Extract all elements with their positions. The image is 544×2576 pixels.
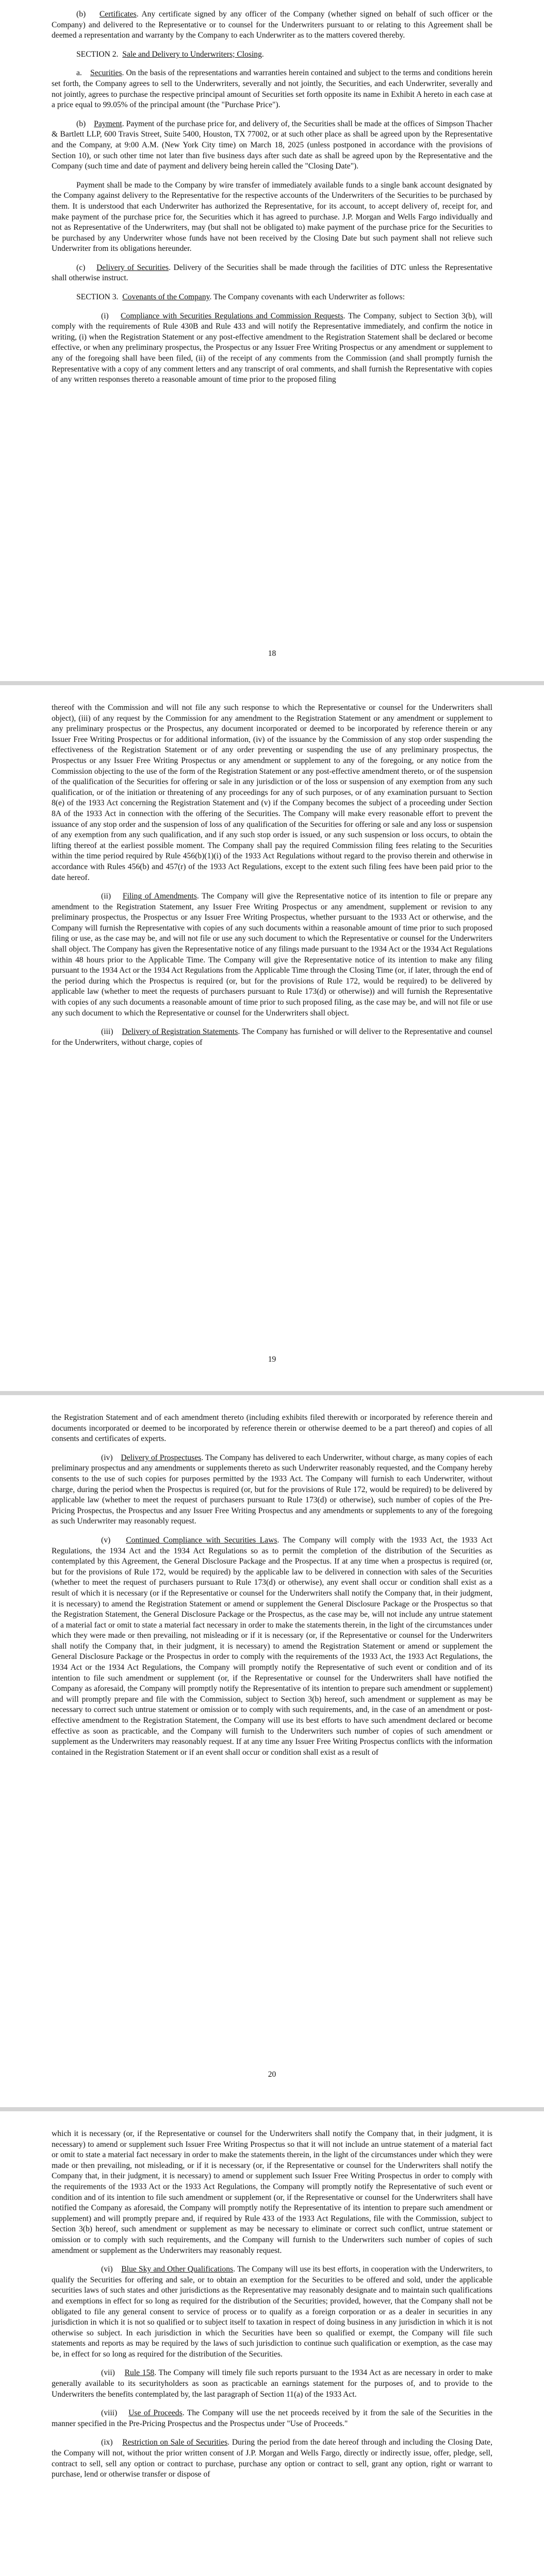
section-3-heading: SECTION 3. Covenants of the Company. The Company covenants with each Underwriter as follows: — [76, 293, 405, 302]
paragraph-use-of-proceeds: (viii) Use of Proceeds. The Company will use the net proceeds received by it from the sale of the Securities in the manner specified in the Pre-Pricing Prospectus and the Prospectus under "Use of Proceeds." — [52, 2409, 492, 2428]
page-21-content — [52, 2129, 492, 2488]
document-page-19 — [0, 685, 544, 1391]
paragraph-delivery-of-registration-statements: (iii) Delivery of Registration Statements. The Company has furnished or will deliver to the Representative and counsel for the Underwriters, without charge, copies of — [52, 1027, 492, 1047]
paragraph-payment: (b) Payment. Payment of the purchase price for, and delivery of, the Securities shall be made at the offices of Simpson Thacher & Bartlett LLP, 600 Travis Street, Suite 5400, Houston, TX 77002, or at such other place as shall be agreed upon by the Representative and the Company, at 9:00 A.M. (New York City time) on March 18, 2025 (unless postponed in accordance with the provisions of Section 10), or such other time not later than five business days after such date as shall be agreed upon by the Representative and the Company (such time and date of payment and delivery being herein called the "Closing Date"). — [52, 119, 492, 171]
document-page-21 — [0, 2111, 544, 2576]
paragraph-payment-wire: Payment shall be made to the Company by wire transfer of immediately available funds to a single bank account designated by the Company against delivery to the Representative for the respective accounts of the Underwriters of the Securities to be purchased by them. It is understood that each Underwriter has authorized the Representative, for its account, to accept delivery of, receipt for, and make payment of the purchase price for, the Securities which it has agreed to purchase. J.P. Morgan and Wells Fargo individually and not as Representative of the Underwriters, may (but shall not be obligated to) make payment of the purchase price for the Securities to be purchased by any Underwriter whose funds have not been received by the Closing Date but such payment shall not relieve such Underwriter from its obligations hereunder. — [52, 180, 492, 253]
paragraph-compliance: (i) Compliance with Securities Regulations and Commission Requests. The Company, subject to Section 3(b), will comply with the requirements of Rule 430B and Rule 433 and will notify the Representative immediately, and confirm the notice in writing, (i) when the Registration Statement or any post-effective amendment to the Registration Statement shall be declared or become effective, or when any preliminary prospectus, the Prospectus or any Issuer Free Writing Prospectus or any amendment or supplement to any of the foregoing shall have been filed, (ii) of the receipt of any comments from the Commission (and shall promptly furnish the Representative with a copy of any comment letters and any transcript of oral comments, and shall furnish the Representative with copies of any written responses thereto a reasonable amount of time prior to the proposed filing — [52, 311, 492, 384]
page-separator — [0, 681, 544, 685]
paragraph-blue-sky: (vi) Blue Sky and Other Qualifications. The Company will use its best efforts, in cooperation with the Underwriters, to qualify the Securities for offering and sale, or to obtain an exemption for the Securities to be offered and sold, under the applicable securities laws of such states and other jurisdictions as the Representative may reasonably designate and to maintain such qualifications and exemptions in effect for so long as required for the distribution of the Securities; provided, however, that the Company shall not be obligated to file any general consent to service of process or to qualify as a foreign corporation or as a dealer in securities in any jurisdiction in which it is not so qualified or to subject itself to taxation in respect of doing business in any jurisdiction in which it is not otherwise so subject. In each jurisdiction in which the Securities have been so qualified or exempt, the Company will file such statements and reports as may be required by the laws of such jurisdiction to continue such qualification or exemption, as the case may be, in effect for so long as required for the distribution of the Securities. — [52, 2265, 493, 2359]
page-separator — [0, 2107, 544, 2111]
paragraph-certificates: (b) Certificates. Any certificate signed by any officer of the Company (whether signed on behalf of such officer or the Company) and delivered to the Representative or to counsel for the Underwriters pursuant to or relating to this Agreement shall be deemed a representation and warranty by the Company to each Underwriter as to the matters covered thereby. — [52, 10, 492, 40]
paragraph-continuation: thereof with the Commission and will not file any such response to which the Representative or counsel for the Underwriters shall object), (iii) of any request by the Commission for any amendment to the Registration Statement or any amendment or supplement to any preliminary prospectus or the Prospectus, any document incorporated or deemed to be incorporated by reference therein or any Issuer Free Writing Prospectus or for additional information, (iv) of the issuance by the Commission of any stop order suspending the effectiveness of the Registration Statement or of any order preventing or suspending the use of any preliminary prospectus, the Prospectus or any Issuer Free Writing Prospectus or any amendment or supplement to any of the foregoing, or any notice from the Commission objecting to the use of the form of the Registration Statement or any post-effective amendment thereto, or of the suspension of the qualification of the Securities for offering or sale in any jurisdiction or of the loss or suspension of any exemption from any such qualification, or of the initiation or threatening of any proceedings for any of such purposes, or of any examination pursuant to Section 8(e) of the 1933 Act concerning the Registration Statement and (v) if the Company becomes the subject of a proceeding under Section 8A of the 1933 Act in connection with the offering of the Securities. The Company will make every reasonable effort to prevent the issuance of any stop order and the suspension of loss of any qualification of the Securities for offering or sale and any loss or suspension of any exemption from any such qualification, and if any such stop order is issued, or any such suspension or loss occurs, to obtain the lifting thereof at the earliest possible moment. The Company shall pay the required Commission filing fees relating to the Securities within the time period required by Rule 456(b)(1)(i) of the 1933 Act Regulations without regard to the proviso therein and otherwise in accordance with Rules 456(b) and 457(r) of the 1933 Act Regulations, except to the extent such filing fees have been paid prior to the date hereof. — [52, 703, 492, 882]
page-number: 19 — [268, 1355, 276, 1364]
paragraph-continued-compliance: (v) Continued Compliance with Securities Laws. The Company will comply with the 1933 Act, the 1933 Act Regulations, the 1934 Act and the 1934 Act Regulations so as to permit the completion of the distribution of the Securities as contemplated by this Agreement, the General Disclosure Package and the Prospectus. If at any time when a prospectus is required (or, but for the provisions of Rule 172, would be required) by the applicable law to be delivered in connection with sales of the Securities (whether to meet the request of purchasers pursuant to Rule 173(d) or otherwise), any event shall occur or condition shall exist as a result of which it is necessary (or if the Representative or counsel for the Underwriters shall notify the Company that, in their judgment, it is necessary) to amend the Registration Statement or amend or supplement the General Disclosure Package or the Prospectus so that the Registration Statement, the General Disclosure Package or the Prospectus, as the case may be, will not include any untrue statement of a material fact or omit to state a material fact necessary in order to make the statements therein, in the light of the circumstances under which they were made or then prevailing, not misleading or if it is necessary (or, if the Representative or counsel for the Underwriters shall notify the Company that, in their judgment, it is necessary) to amend the Registration Statement or amend or supplement the General Disclosure Package or the Prospectus in order to comply with the requirements of the 1933 Act, the 1933 Act Regulations, the 1934 Act or the 1934 Act Regulations, the Company will promptly notify the Representative of such event or condition and of its intention to file such amendment or supplement (or, if the Representative or counsel for the Underwriters shall have notified the Company as aforesaid, the Company will promptly notify the Representative of its intention to prepare such amendment or supplement) and will promptly prepare and file with the Commission, subject to Section 3(b) hereof, such amendment or supplement as may be necessary to correct such untrue statement or omission or to comply with such requirements, and, in the case of an amendment or post-effective amendment to the Registration Statement, the Company will use its best efforts to have such amendment declared or become effective as soon as practicable, and the Company will furnish to the Underwriters such number of copies of such amendment or supplement as the Underwriters may reasonably request. If at any time any Issuer Free Writing Prospectus conflicts with the information contained in the Registration Statement or if an event shall occur or condition shall exist as a result of — [52, 1535, 493, 1757]
paragraph-delivery-of-securities: (c) Delivery of Securities. Delivery of the Securities shall be made through the facilities of DTC unless the Representative shall otherwise instruct. — [52, 263, 492, 283]
document-page-20 — [0, 1395, 544, 2107]
paragraph-restriction-on-sale: (ix) Restriction on Sale of Securities. During the period from the date hereof through and including the Closing Date, the Company will not, without the prior written consent of J.P. Morgan and Wells Fargo, directly or indirectly issue, offer, pledge, sell, contract to sell, sell any option or contract to purchase, purchase any option or contract to sell, grant any option, right or warrant to purchase, lend or otherwise transfer or dispose of — [52, 2438, 493, 2479]
paragraph-filing-of-amendments: (ii) Filing of Amendments. The Company will give the Representative notice of its intention to file or prepare any amendment to the Registration Statement, any Issuer Free Writing Prospectus or any amendment, supplement or revision to any preliminary prospectus, the Prospectus or any Issuer Free Writing Prospectus, whether pursuant to the 1933 Act or otherwise, and the Company will furnish the Representative with copies of any such documents within a reasonable amount of time prior to such proposed filing or use, as the case may be, and will not file or use any such document to which the Representative or counsel for the Underwriters shall object. The Company has given the Representative notice of any filings made pursuant to the 1934 Act or the 1934 Act Regulations within 48 hours prior to the Applicable Time. The Company will give the Representative notice of its intention to make any filing pursuant to the 1934 Act or the 1934 Act Regulations from the Applicable Time through the Closing Time (or, if later, through the end of the period during which the Prospectus is required (or, but for the provisions of Rule 172, would be required) to be delivered by applicable law (whether to meet the requests of purchasers pursuant to Rule 173(d) or otherwise)) and will furnish the Representative with copies of any such documents a reasonable amount of time prior to such proposed filing, as the case may be, and will not file or use any such document to which the Representative or counsel for the Underwriters shall object. — [52, 892, 493, 1018]
page-number: 20 — [268, 2070, 276, 2079]
document-page-18 — [0, 0, 544, 681]
page-19-content — [52, 703, 492, 1056]
section-2-heading: SECTION 2. Sale and Delivery to Underwriters; Closing. — [76, 49, 264, 59]
paragraph-delivery-of-prospectuses: (iv) Delivery of Prospectuses. The Company has delivered to each Underwriter, without charge, as many copies of each preliminary prospectus and any amendments or supplements thereto as such Underwriter reasonably requested, and the Company hereby consents to the use of such copies for purposes permitted by the 1933 Act. The Company will furnish to each Underwriter, without charge, during the period when the Prospectus is required (or, but for the provisions of Rule 172, would be required) to be delivered by applicable law (whether to meet the request of purchasers pursuant to Rule 173(d) or otherwise), such number of copies of the Pre-Pricing Prospectus, the Prospectus and any Issuer Free Writing Prospectus and any amendments or supplements to any of the foregoing as such Underwriter may reasonably request. — [52, 1453, 492, 1526]
paragraph-continuation: the Registration Statement and of each amendment thereto (including exhibits filed therewith or incorporated by reference therein and documents incorporated or deemed to be incorporated by reference therein or otherwise deemed to be a part thereof) and copies of all consents and certificates of experts. — [52, 1413, 492, 1444]
page-20-content — [52, 1413, 492, 1766]
paragraph-securities: a. Securities. On the basis of the representations and warranties herein contained and subject to the terms and conditions herein set forth, the Company agrees to sell to the Underwriters, severally and not jointly, the Securities, and each Underwriter, severally and not jointly, agrees to purchase the respective principal amount of Securities set forth opposite its name in Exhibit A hereto in each case at a price equal to 99.05% of the principal amount (the "Purchase Price"). — [52, 69, 493, 110]
paragraph-continuation: which it is necessary (or, if the Representative or counsel for the Underwriters shall notify the Company that, in their judgment, it is necessary) to amend or supplement such Issuer Free Writing Prospectus so that it will not include an untrue statement of a material fact or omit to state a material fact necessary in order to make the statements therein, in the light of the circumstances under which they were made or then prevailing, not misleading, or if it is necessary (or, if the Representative or counsel for the Underwriters shall notify the Company that, in their judgment, it is necessary) to amend or supplement such Issuer Free Writing Prospectus in order to comply with the requirements of the 1933 Act or the 1933 Act Regulations, the Company will promptly notify the Representative of such event or condition and of its intention to file such amendment or supplement (or, if the Representative or counsel for the Underwriters shall have notified the Company as aforesaid, the Company will promptly notify the Representative of its intention to prepare such amendment or supplement) and will promptly prepare and, if required by Rule 433 of the 1933 Act Regulations, file with the Commission, subject to Section 3(b) hereof, such amendment or supplement as may be necessary to eliminate or correct such conflict, untrue statement or omission or to comply with such requirements, and the Company will furnish to the Underwriters such number of copies of such amendment or supplement as the Underwriters may reasonably request. — [52, 2129, 492, 2255]
page-18-content — [52, 9, 492, 394]
paragraph-rule-158: (vii) Rule 158. The Company will timely file such reports pursuant to the 1934 Act as are necessary in order to make generally available to its securityholders as soon as practicable an earnings statement for the purposes of, and to provide to the Underwriters the benefits contemplated by, the last paragraph of Section 11(a) of the 1933 Act. — [52, 2368, 493, 2399]
page-number: 18 — [268, 649, 276, 658]
page-separator — [0, 1391, 544, 1395]
